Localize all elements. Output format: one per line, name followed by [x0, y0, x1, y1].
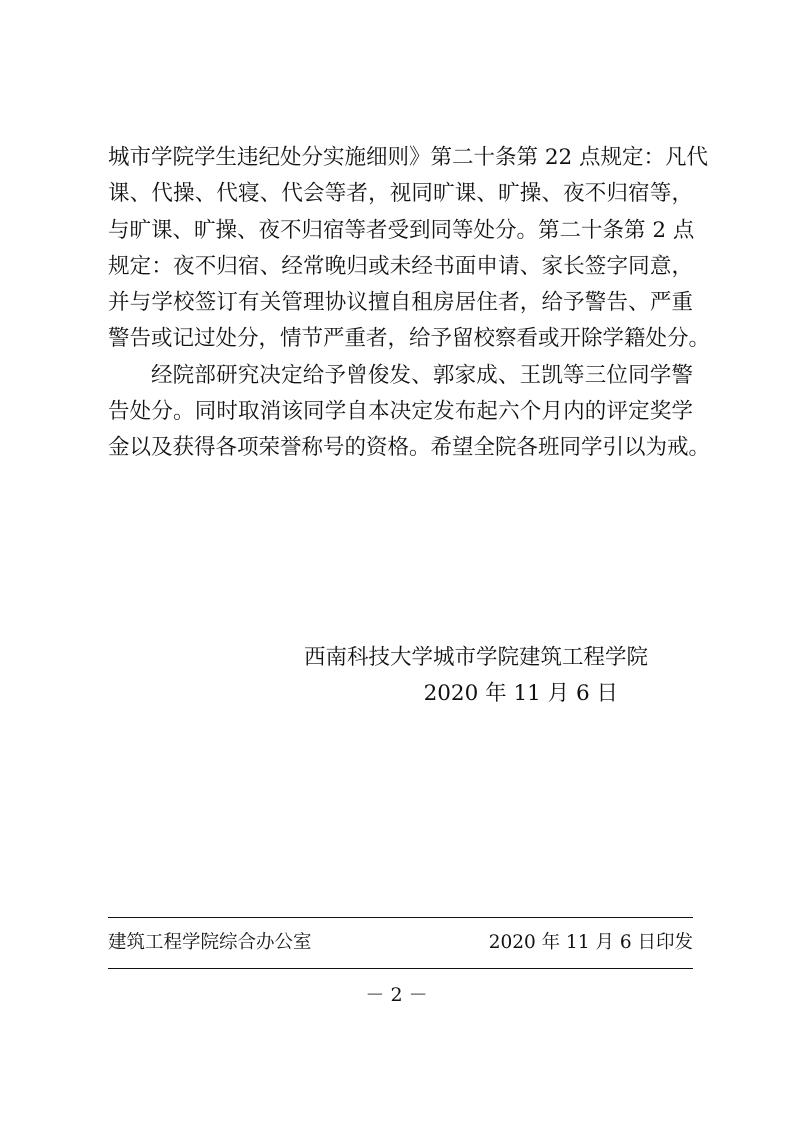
body-line: 规定：夜不归宿、经常晚归或未经书面申请、家长签字同意，: [108, 253, 693, 279]
paragraph-first-line: 经院部研究决定给予曾俊发、郭家成、王凯等三位同学警: [151, 362, 693, 388]
body-line: 城市学院学生违纪处分实施细则》第二十条第 22 点规定：凡代: [108, 145, 709, 170]
document-body: [108, 140, 711, 467]
footer-row: [108, 918, 693, 968]
body-line: 并与学校签订有关管理协议擅自租房居住者，给予警告、严重: [108, 290, 693, 316]
signature-block: [108, 640, 648, 712]
body-line: 与旷课、旷操、夜不归宿等者受到同等处分。第二十条第 2 点: [108, 217, 695, 243]
body-line: 金以及获得各项荣誉称号的资格。希望全院各班同学引以为戒。: [108, 435, 711, 461]
page-number: － 2 －: [365, 984, 428, 1006]
body-line: 告处分。同时取消该同学自本决定发布起六个月内的评定奖学: [108, 399, 693, 425]
body-line: 课、代操、代寝、代会等者，视同旷课、旷操、夜不归宿等，: [108, 181, 693, 207]
footer-issue-date: 2020 年 11 月 6 日印发: [488, 932, 693, 953]
footer-issuer: 建筑工程学院综合办公室: [108, 932, 312, 953]
signature-organization: 西南科技大学城市学院建筑工程学院: [303, 645, 648, 670]
footer-bottom-rule: [108, 968, 693, 969]
issuance-footer: [108, 917, 693, 969]
signature-date: 2020 年 11 月 6 日: [423, 681, 618, 706]
body-line: 警告或记过处分，情节严重者，给予留校察看或开除学籍处分。: [108, 326, 711, 352]
